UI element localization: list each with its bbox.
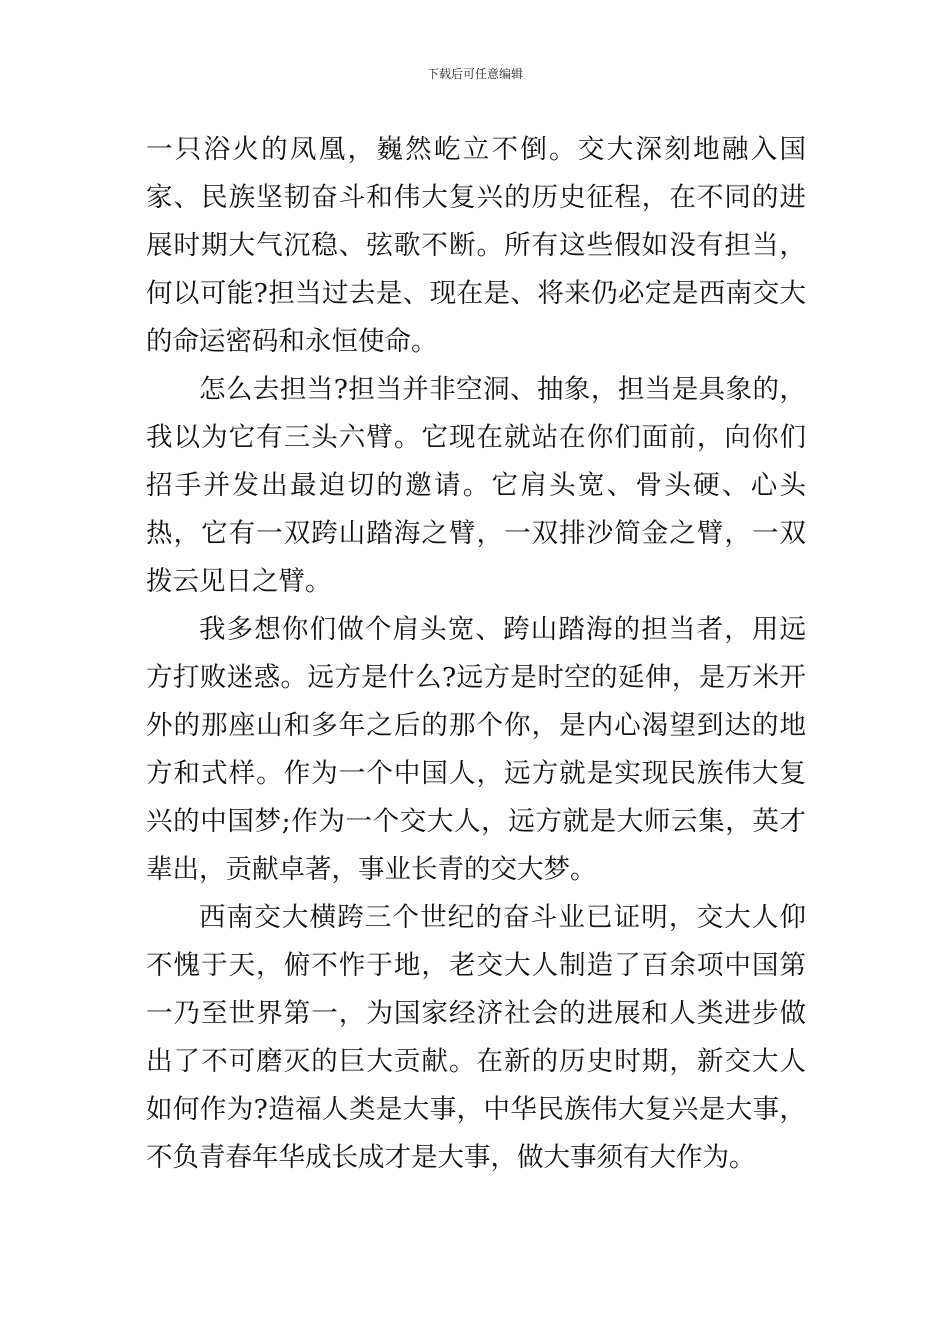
paragraph: 西南交大横跨三个世纪的奋斗业已证明，交大人仰不愧于天，俯不怍于地，老交大人制造了百余项中国第一乃至世界第一，为国家经济社会的进展和人类进步做出了不可磨灭的巨大贡献。在新的历史时期，新交大人如何作为?造福人类是大事，中华民族伟大复兴是大事，不负青春年华成长成才是大事，做大事须有大作为。 bbox=[146, 902, 806, 1173]
paragraph: 一只浴火的凤凰，巍然屹立不倒。交大深刻地融入国家、民族坚韧奋斗和伟大复兴的历史征程，在不同的进展时期大气沉稳、弦歌不断。所有这些假如没有担当，何以可能?担当过去是、现在是、将来仍必定是西南交大的命运密码和永恒使命。 bbox=[146, 134, 806, 357]
document-body bbox=[146, 126, 806, 1182]
paragraph: 我多想你们做个肩头宽、跨山踏海的担当者，用远方打败迷惑。远方是什么?远方是时空的延伸，是万米开外的那座山和多年之后的那个你，是内心渴望到达的地方和式样。作为一个中国人，远方就是实现民族伟大复兴的中国梦;作为一个交大人，远方就是大师云集，英才辈出，贡献卓著，事业长青的交大梦。 bbox=[146, 614, 806, 885]
paragraph: 怎么去担当?担当并非空洞、抽象，担当是具象的，我以为它有三头六臂。它现在就站在你们面前，向你们招手并发出最迫切的邀请。它肩头宽、骨头硬、心头热，它有一双跨山踏海之臂，一双排沙简金之臂，一双拨云见日之臂。 bbox=[146, 374, 806, 597]
page-header: 下载后可任意编辑 bbox=[426, 67, 523, 81]
